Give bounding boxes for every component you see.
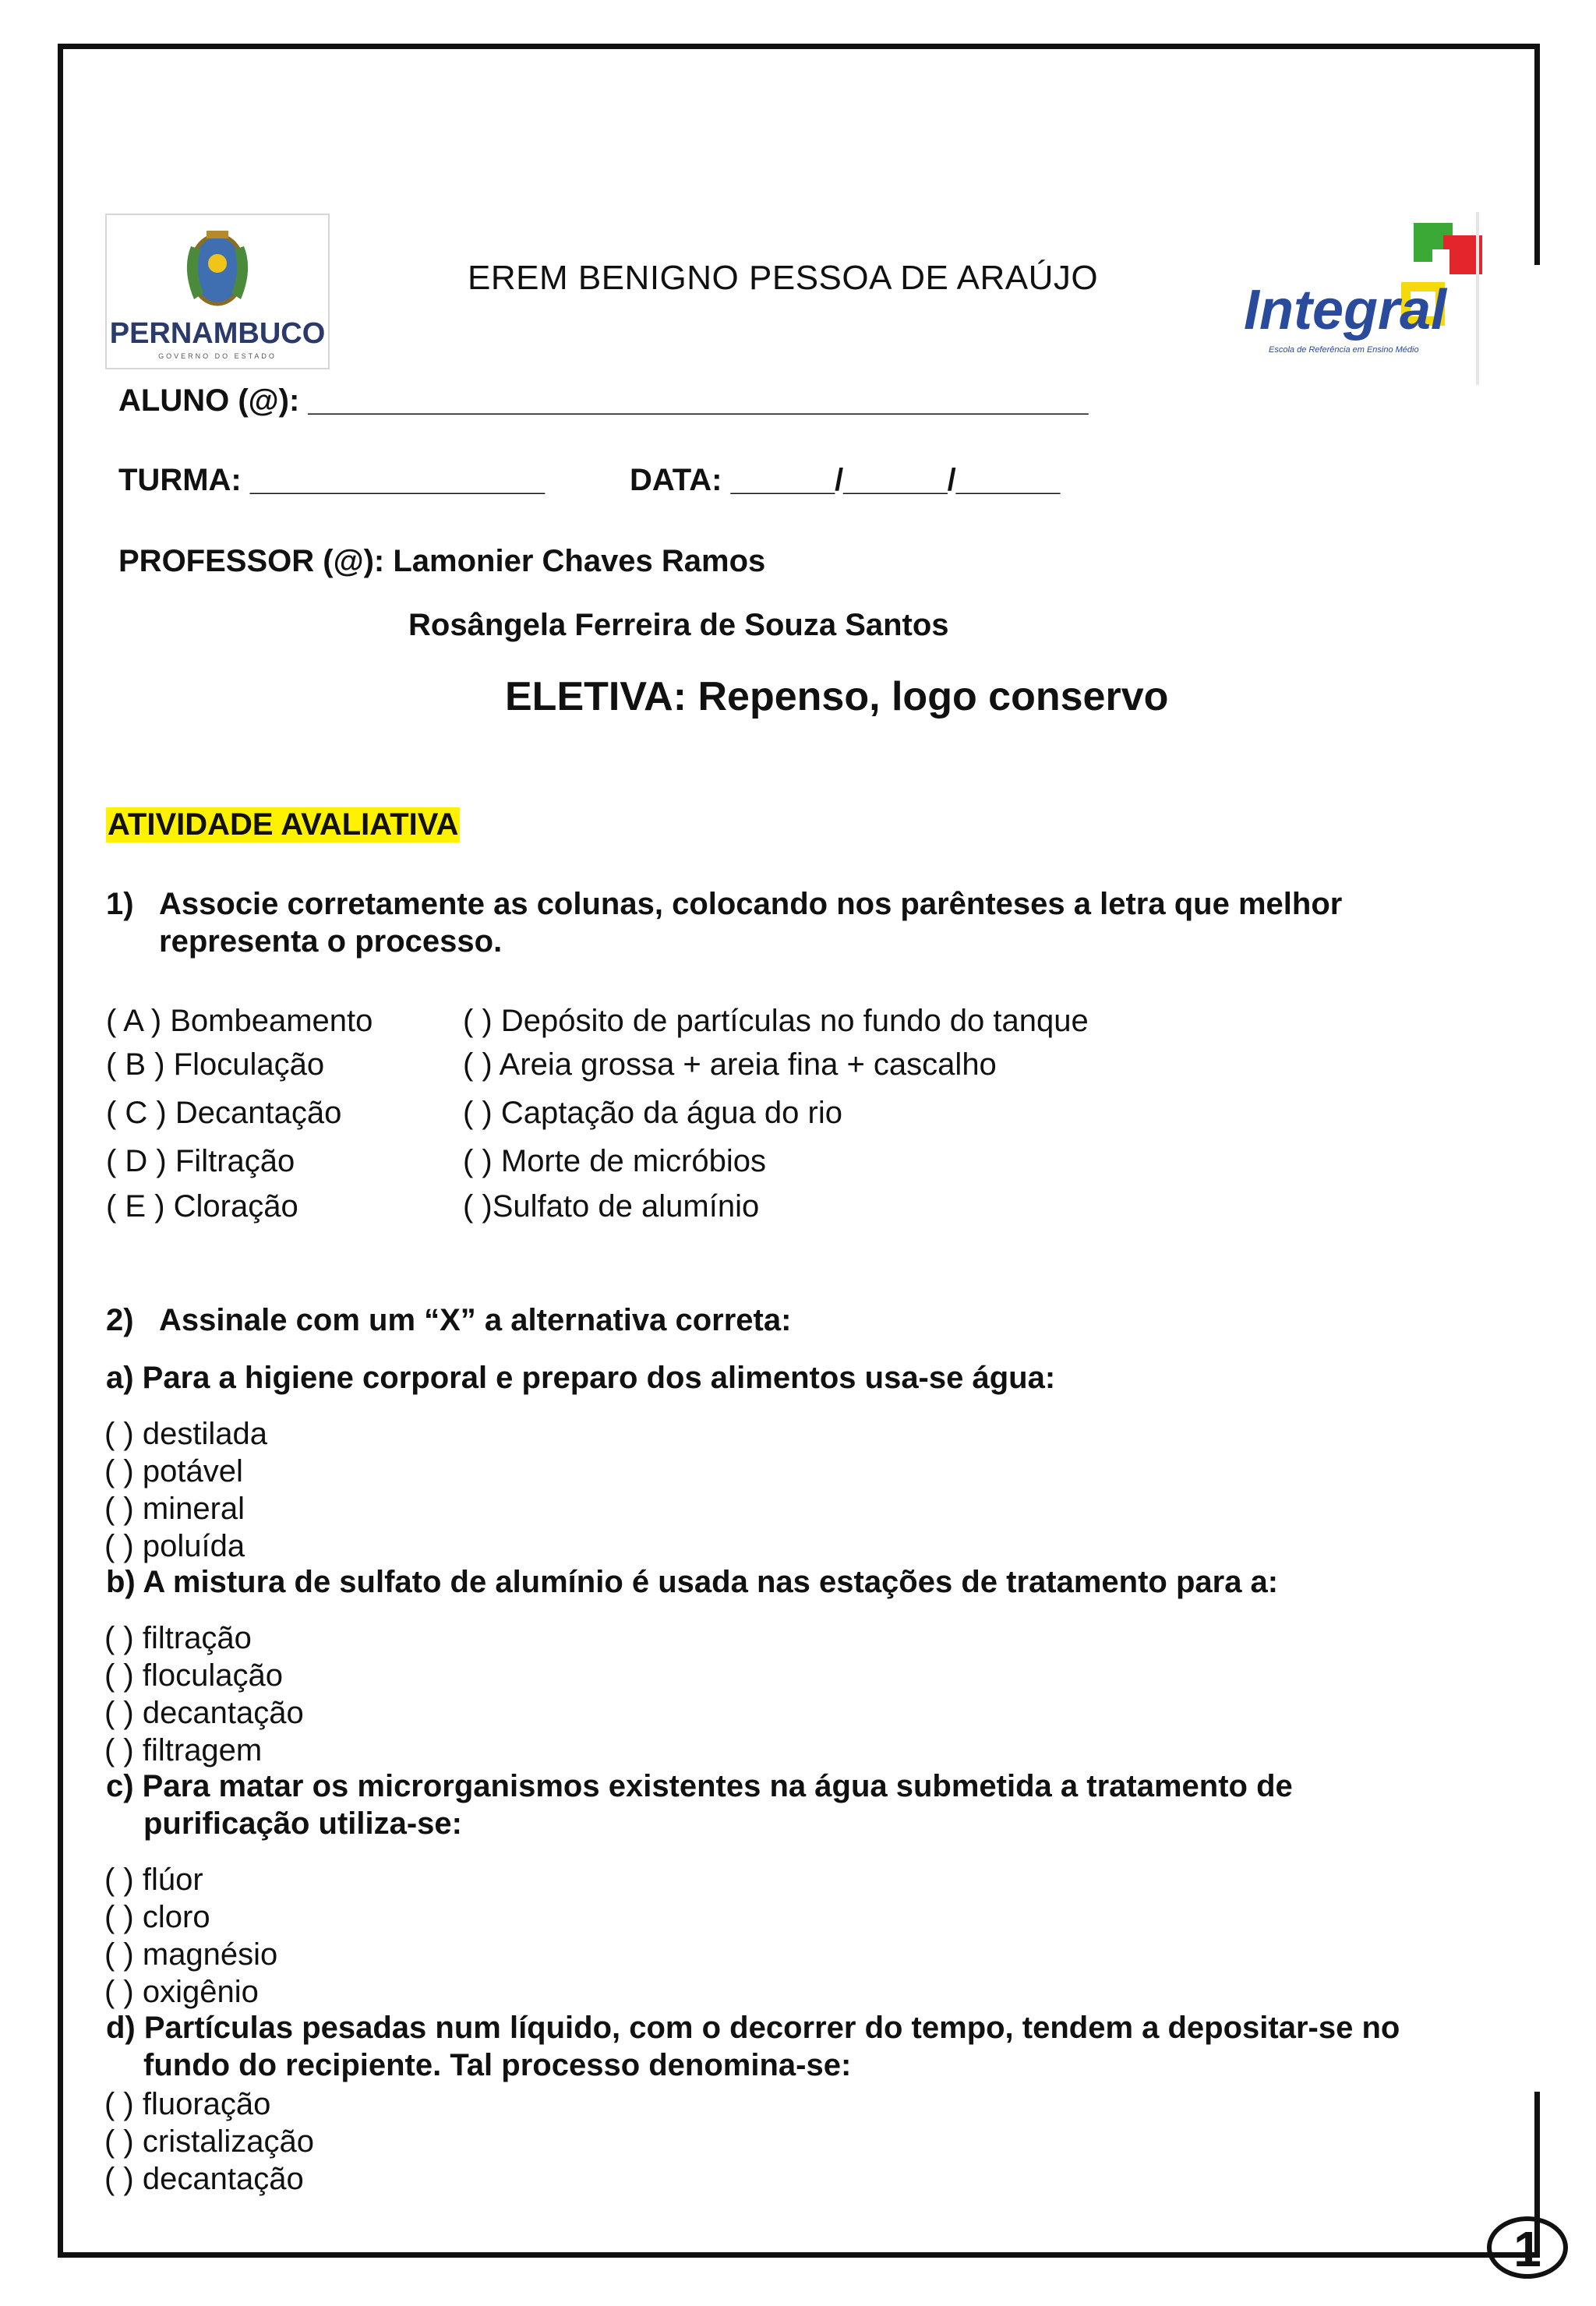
activity-label: ATIVIDADE AVALIATIVA: [108, 807, 459, 842]
q1-right-item: ( ) Morte de micróbios: [463, 1144, 766, 1178]
q2-prompt: Assinale com um “X” a alternativa correta:: [159, 1303, 792, 1337]
page-frame-bottom: [58, 2252, 1540, 2258]
q2-number: 2): [106, 1303, 134, 1337]
page-number: 1: [1487, 2216, 1568, 2279]
logo-right-subtext: Escola de Referência em Ensino Médio: [1269, 345, 1419, 355]
professor-field: PROFESSOR (@): Lamonier Chaves Ramos: [118, 544, 766, 578]
q2a-option: ( ) destilada: [104, 1417, 267, 1451]
school-name: EREM BENIGNO PESSOA DE ARAÚJO: [468, 259, 1099, 297]
q2b-option: ( ) decantação: [104, 1696, 304, 1730]
q1-left-item: ( D ) Filtração: [106, 1144, 295, 1178]
q2c-statement-line-1: c) Para matar os microrganismos existentes na água submetida a tratamento de: [106, 1769, 1293, 1803]
q2c-statement-line-2: purificação utiliza-se:: [143, 1806, 462, 1841]
page-frame-top: [58, 44, 1540, 49]
q1-left-item: ( C ) Decantação: [106, 1096, 342, 1130]
q1-line-1: Associe corretamente as colunas, colocando nos parênteses a letra que melhor: [159, 887, 1343, 921]
q1-number: 1): [106, 887, 134, 921]
professor-2: Rosângela Ferreira de Souza Santos: [408, 608, 949, 642]
q2d-option: ( ) decantação: [104, 2162, 304, 2196]
q1-left-item: ( E ) Cloração: [106, 1189, 298, 1224]
q2b-option: ( ) filtragem: [104, 1733, 263, 1767]
integral-logo: [1239, 212, 1488, 393]
q1-right-item: ( ) Areia grossa + areia fina + cascalho: [463, 1047, 997, 1082]
q1-right-item: ( )Sulfato de alumínio: [463, 1189, 760, 1224]
q2c-option: ( ) magnésio: [104, 1937, 278, 1972]
pernambuco-logo: [105, 214, 330, 369]
q2b-option: ( ) floculação: [104, 1658, 283, 1693]
q2d-option: ( ) fluoração: [104, 2087, 271, 2121]
turma-field: TURMA: _________________: [118, 463, 546, 497]
q2a-option: ( ) potável: [104, 1454, 243, 1488]
q1-right-item: ( ) Captação da água do rio: [463, 1096, 842, 1130]
data-field: DATA: ______/______/______: [630, 463, 1061, 497]
q2c-option: ( ) flúor: [104, 1863, 203, 1897]
q1-left-item: ( A ) Bombeamento: [106, 1004, 373, 1038]
eletiva-title: ELETIVA: Repenso, logo conservo: [505, 674, 1169, 719]
q1-left-item: ( B ) Floculação: [106, 1047, 325, 1082]
logo-left-subtext: GOVERNO DO ESTADO: [158, 352, 277, 360]
aluno-field: ALUNO (@): _____________________________________________: [118, 383, 1089, 418]
q2a-statement: a) Para a higiene corporal e preparo dos alimentos usa-se água:: [106, 1361, 1056, 1395]
logo-left-text: PERNAMBUCO: [109, 317, 326, 350]
q1-line-2: representa o processo.: [159, 924, 503, 959]
page-frame-right-top: [1534, 44, 1540, 265]
q2d-option: ( ) cristalização: [104, 2124, 314, 2159]
q2b-option: ( ) filtração: [104, 1621, 252, 1655]
q2b-statement: b) A mistura de sulfato de alumínio é usada nas estações de tratamento para a:: [106, 1565, 1279, 1599]
q1-right-item: ( ) Depósito de partículas no fundo do tanque: [463, 1004, 1089, 1038]
q2d-statement-line-2: fundo do recipiente. Tal processo denomina-se:: [143, 2048, 852, 2082]
integral-logo-icon: [1239, 212, 1488, 393]
q2d-statement-line-1: d) Partículas pesadas num líquido, com o decorrer do tempo, tendem a depositar-se no: [106, 2011, 1400, 2045]
logo-right-text: Integral: [1244, 279, 1447, 341]
q2c-option: ( ) oxigênio: [104, 1975, 259, 2009]
coat-of-arms-icon: [107, 215, 328, 368]
page-frame-left: [58, 44, 63, 2258]
q2a-option: ( ) mineral: [104, 1492, 245, 1526]
q2c-option: ( ) cloro: [104, 1900, 210, 1934]
q2a-option: ( ) poluída: [104, 1529, 245, 1563]
